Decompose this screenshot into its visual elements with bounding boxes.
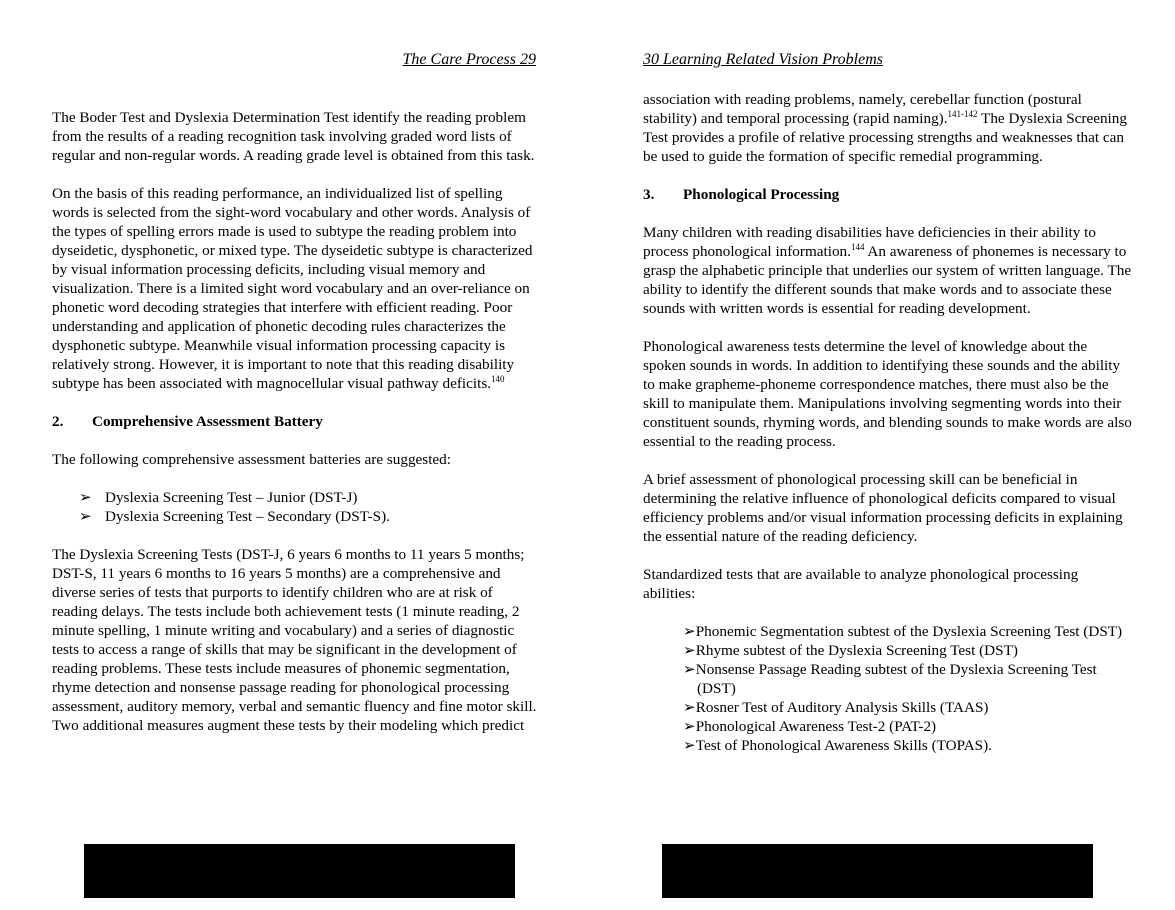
list-item-text: Nonsense Passage Reading subtest of the Dyslexia Screening Test (DST) (695, 661, 1097, 697)
list-item (52, 507, 542, 526)
arrow-bullet-icon: ➢ (683, 642, 696, 659)
citation-ref: 141-142 (947, 109, 978, 119)
arrow-bullet-icon: ➢ (79, 508, 92, 525)
list-item (52, 488, 542, 507)
bullet-list (52, 488, 542, 526)
list-item (643, 717, 1133, 736)
running-header: 30 Learning Related Vision Problems (643, 51, 883, 68)
arrow-bullet-icon: ➢ (683, 623, 696, 640)
bullet-list (643, 622, 1133, 755)
arrow-bullet-icon: ➢ (683, 699, 696, 716)
paragraph (52, 184, 542, 393)
list-item-text: Phonological Awareness Test-2 (PAT-2) (695, 718, 937, 735)
section-number: 3. (643, 186, 655, 203)
list-item (643, 641, 1133, 660)
paragraph-text: An awareness of phonemes is necessary to grasp the alphabetic principle that underlies our system of written language. The ability to identify the different sounds that make words and to associate these sounds with written words is essential for reading development. (643, 243, 1132, 317)
left-page-body (52, 108, 542, 754)
paragraph: The Boder Test and Dyslexia Determination Test identify the reading problem from the results of a reading recognition task involving graded word lists of regular and non-regular words. A reading grade level is obtained from this task. (52, 109, 535, 164)
paragraph: Phonological awareness tests determine the level of knowledge about the spoken sounds in words. In addition to identifying these sounds and the ability to make grapheme-phoneme correspondence matches, there must also be the skill to manipulate them. Manipulations involving segmenting words into their constituent sounds, rhyming words, and blending sounds to make words are also essential to the reading process. (643, 338, 1132, 450)
section-heading (52, 412, 542, 431)
paragraph: A brief assessment of phonological processing skill can be beneficial in determining the relative influence of phonological deficits compared to visual efficiency problems and/or visual information processing deficits in explaining the essential nature of the reading deficiency. (643, 471, 1123, 545)
section-title: Phonological Processing (683, 186, 840, 203)
citation-ref: 144 (850, 242, 865, 252)
section-heading (643, 185, 1133, 204)
arrow-bullet-icon: ➢ (683, 661, 696, 678)
section-number: 2. (52, 413, 64, 430)
arrow-bullet-icon: ➢ (79, 489, 92, 506)
list-item (643, 736, 1133, 755)
list-item (643, 698, 1133, 717)
list-item-text: Test of Phonological Awareness Skills (TOPAS). (695, 737, 992, 754)
paragraph-text: Many children with reading disabilities have deficiencies in their ability to process phonological information. (643, 224, 1096, 260)
redaction-bar (84, 844, 515, 898)
paragraph: The following comprehensive assessment batteries are suggested: (52, 451, 451, 468)
list-item (643, 622, 1133, 641)
list-item (643, 660, 1133, 698)
arrow-bullet-icon: ➢ (683, 718, 696, 735)
right-page (643, 0, 1133, 910)
paragraph: The Dyslexia Screening Tests (DST-J, 6 years 6 months to 11 years 5 months; DST-S, 11 years 6 months to 16 years 5 months) are a comprehensive and diverse series of tests that purports to identify children who are at risk of reading delays. The tests include both achievement tests (1 minute reading, 2 minute spelling, 1 minute writing and vocabulary) and a series of diagnostic tests to access a range of skills that may be significant in the development of reading problems. These tests include measures of phonemic segmentation, rhyme detection and nonsense passage reading for phonological processing assessment, auditory memory, verbal and semantic fluency and fine motor skill. Two additional measures augment these tests by their modeling which predict (52, 546, 537, 734)
list-item-text: Dyslexia Screening Test – Secondary (DST-S). (105, 508, 390, 525)
paragraph-text: On the basis of this reading performance, an individualized list of spelling words is selected from the sight-word vocabulary and other words. Analysis of the types of spelling errors made is used to subtype the reading problem into dyseidetic, dysphonetic, or mixed type. The dyseidetic subtype is characterized by visual information processing deficits, including visual memory and visualization. There is a limited sight word vocabulary and an over-reliance on phonetic word decoding strategies that interfere with efficient reading. Poor understanding and application of phonetic decoding rules characterizes the dysphonetic subtype. Meanwhile visual information processing capacity is relatively strong. However, it is important to note that this reading disability subtype has been associated with magnocellular visual pathway deficits. (52, 185, 533, 392)
paragraph: Standardized tests that are available to analyze phonological processing abilities: (643, 566, 1079, 602)
running-header: The Care Process 29 (402, 51, 536, 68)
section-title: Comprehensive Assessment Battery (92, 413, 323, 430)
list-item-text: Phonemic Segmentation subtest of the Dyslexia Screening Test (DST) (695, 623, 1123, 640)
right-page-body (643, 90, 1133, 774)
left-page (52, 0, 542, 910)
redaction-bar (662, 844, 1093, 898)
citation-ref: 140 (491, 374, 505, 384)
paragraph (643, 90, 1133, 166)
list-item-text: Dyslexia Screening Test – Junior (DST-J) (105, 489, 358, 506)
list-item-text: Rosner Test of Auditory Analysis Skills (TAAS) (695, 699, 989, 716)
list-item-text: Rhyme subtest of the Dyslexia Screening Test (DST) (695, 642, 1018, 659)
arrow-bullet-icon: ➢ (683, 737, 696, 754)
paragraph-text: The Dyslexia Screening Test provides a profile of relative processing strengths and weaknesses that can be used to guide the formation of specific remedial programming. (643, 110, 1127, 165)
paragraph (643, 223, 1133, 318)
paragraph-text: association with reading problems, namely, cerebellar function (postural stability) and temporal processing (rapid naming). (643, 91, 1082, 127)
